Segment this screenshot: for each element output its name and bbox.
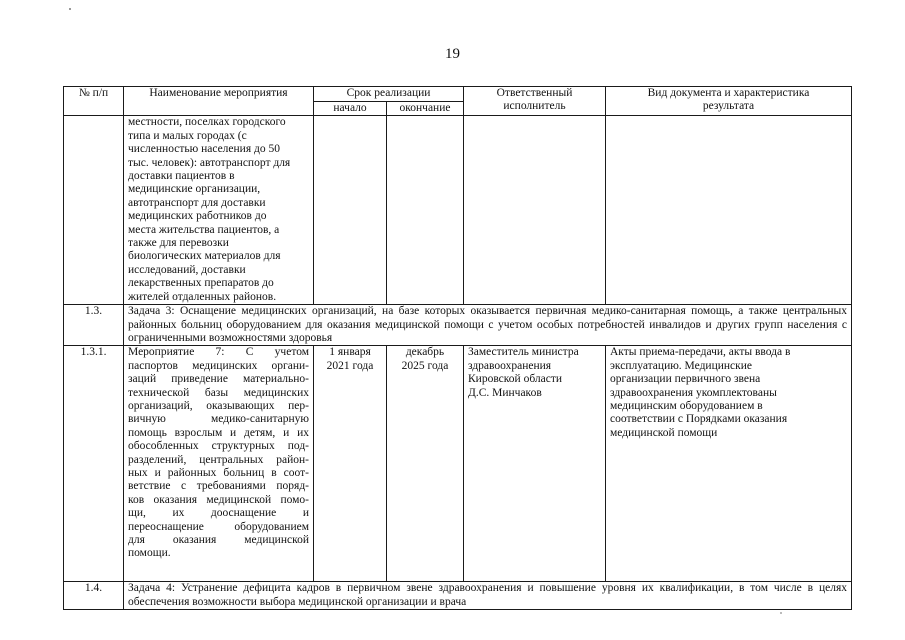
- line: заций приведение материально-: [128, 373, 309, 386]
- cell-end-date: [387, 346, 464, 582]
- cell-start-empty: [314, 116, 387, 305]
- cell-num-empty: [64, 116, 124, 305]
- end-line2: 2025 года: [401, 359, 449, 372]
- table-header-row-1: [64, 87, 852, 102]
- header-name: Наименование мероприятия: [124, 87, 314, 116]
- line: переоснащение оборудованием: [128, 520, 309, 533]
- header-term: Срок реализации: [314, 87, 464, 102]
- line: Заместитель министра: [468, 346, 579, 359]
- header-responsible-line2: исполнитель: [503, 100, 566, 113]
- line: эксплуатацию. Медицинские: [610, 359, 753, 372]
- cell-end-empty: [387, 116, 464, 305]
- header-result-line1: Вид документа и характеристика: [647, 87, 810, 99]
- line: исследований, доставки: [128, 263, 246, 276]
- line: Д.С. Минчаков: [468, 386, 542, 399]
- line: доставки пациентов в: [128, 170, 235, 183]
- cell-name-continuation: [124, 116, 314, 305]
- line: технической базы медицинских: [128, 386, 309, 399]
- end-line1: декабрь: [405, 346, 445, 359]
- line: щи, их дооснащение и: [128, 507, 309, 520]
- line: места жительства пациентов, а: [128, 223, 280, 236]
- line: медицинской помощи: [610, 426, 718, 439]
- line: типа и малых городах (с: [128, 129, 247, 142]
- line: ных и районных больниц в соот-: [128, 466, 309, 479]
- page-number: 19: [445, 46, 460, 62]
- header-responsible-line1: Ответственный: [496, 87, 573, 99]
- line: численностью населения до 50: [128, 143, 280, 156]
- line: Мероприятие 7: С учетом: [128, 346, 309, 359]
- line: здравоохранения: [468, 359, 552, 372]
- line: медицинских работников до: [128, 210, 267, 223]
- line: для оказания медицинской: [128, 534, 309, 546]
- cell-responsible: [464, 346, 606, 582]
- task-3-text: Задача 3: Оснащение медицинских организаций, на базе которых оказывается первичная медико-санитарная помощь, а также центральных районных больниц оборудованием для оказания медицинской помощи с учетом особых потребностей инвалидов и других групп населения с ограниченными возможностями здоровья: [124, 305, 852, 346]
- header-num: № п/п: [64, 87, 124, 116]
- table-row-1-4: [64, 582, 852, 610]
- start-line1: 1 января: [329, 346, 371, 359]
- line: биологических материалов для: [128, 250, 281, 263]
- row-number: 1.3.1.: [64, 346, 124, 582]
- line: организаций, оказывающих пер-: [128, 399, 309, 412]
- task-4-text: Задача 4: Устранение дефицита кадров в первичном звене здравоохранения и повышение уровня их квалификации, в том числе в целях обеспечения возможности выбора медицинской организации и врача: [124, 582, 852, 610]
- table-row-1-3-1: [64, 346, 852, 582]
- line: здравоохранения укомплектованы: [610, 386, 777, 399]
- line: ветствие с требованиями поряд-: [128, 480, 309, 493]
- header-end: окончание: [387, 102, 464, 116]
- line: разделений, центральных район-: [128, 453, 309, 466]
- table-row-1-3: [64, 305, 852, 346]
- line: также для перевозки: [128, 237, 229, 250]
- scan-speck: [780, 612, 782, 614]
- line: автотранспорт для доставки: [128, 196, 266, 209]
- cell-start-date: [314, 346, 387, 582]
- cell-result: [606, 346, 852, 582]
- line: лекарственных препаратов до: [128, 277, 274, 290]
- line: Кировской области: [468, 373, 563, 386]
- row-number: 1.4.: [64, 582, 124, 610]
- header-result-line2: результата: [702, 100, 755, 113]
- line: помощи.: [128, 547, 171, 560]
- cell-activity-7: [124, 346, 314, 582]
- line: паспортов медицинских органи-: [128, 359, 309, 372]
- line: обособленных структурных под-: [128, 440, 309, 453]
- header-result: [606, 87, 852, 116]
- measures-table: [63, 86, 852, 610]
- cell-responsible-empty: [464, 116, 606, 305]
- line: медицинским оборудованием в: [610, 399, 763, 412]
- row-number: 1.3.: [64, 305, 124, 346]
- line: жителей отдаленных районов.: [128, 290, 277, 303]
- line: помощь взрослым и детям, и их: [128, 426, 309, 439]
- line: местности, поселках городского: [128, 116, 286, 129]
- table-row-continuation: [64, 116, 852, 305]
- start-line2: 2021 года: [326, 359, 374, 372]
- scan-speck: [69, 8, 71, 10]
- line: тыс. человек): автотранспорт для: [128, 156, 291, 169]
- line: медицинские организации,: [128, 183, 261, 196]
- header-start: начало: [314, 102, 387, 116]
- line: соответствии с Порядками оказания: [610, 413, 788, 426]
- line: Акты приема-передачи, акты ввода в: [610, 346, 791, 359]
- line: организации первичного звена: [610, 373, 761, 386]
- line: ков оказания медицинской помо-: [128, 493, 309, 506]
- header-responsible: [464, 87, 606, 116]
- cell-result-empty: [606, 116, 852, 305]
- line: вичную медико-санитарную: [128, 413, 309, 426]
